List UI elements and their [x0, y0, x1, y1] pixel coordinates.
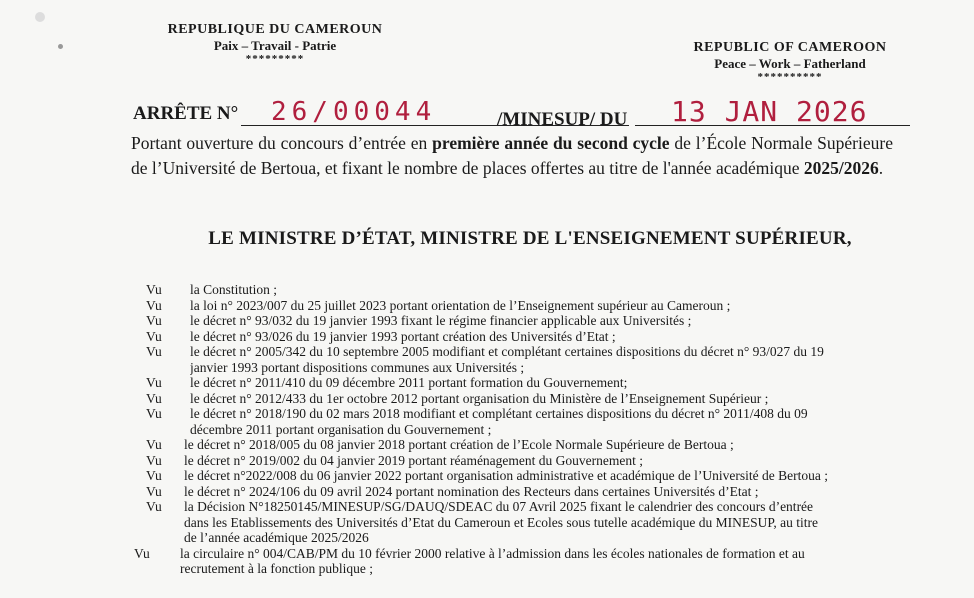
vu-item	[0, 344, 974, 360]
vu-item	[0, 298, 974, 314]
vu-text: de l’année académique 2025/2026	[184, 530, 369, 545]
vu-text: décembre 2011 portant organisation du Gouvernement ;	[190, 421, 492, 437]
vu-item	[0, 313, 974, 329]
vu-item	[0, 375, 974, 391]
minister-title: LE MINISTRE D’ÉTAT, MINISTRE DE L'ENSEIGNEMENT SUPÉRIEUR,	[208, 228, 852, 249]
vu-item	[0, 499, 974, 515]
vu-item	[0, 484, 974, 500]
vu-key: Vu	[146, 406, 162, 421]
subject-part-1: Portant ouverture du concours d’entrée en	[131, 133, 433, 153]
arrete-label: ARRÊTE N°	[133, 103, 239, 124]
subject-bold-2: 2025/2026	[803, 158, 879, 178]
scan-speck	[58, 44, 63, 49]
vu-key: Vu	[146, 282, 162, 297]
vu-key: Vu	[146, 375, 162, 390]
scan-mark	[35, 12, 45, 22]
vu-text: le décret n° 2024/106 du 09 avril 2024 portant nomination des Recteurs dans certaines Universités d’Etat ;	[184, 483, 759, 499]
vu-key: Vu	[146, 499, 162, 514]
header-left-motto: Paix – Travail - Patrie	[213, 38, 337, 53]
vu-item	[0, 453, 974, 469]
vu-item-continuation	[0, 561, 974, 577]
header-left-stars: *********	[245, 53, 305, 65]
vu-key: Vu	[146, 452, 162, 468]
header-left-cameroun	[160, 22, 390, 64]
subject-part-2: de l’École Normale Supérieure de l’Université de Bertoua, et fixant le nombre de places offertes au titre de l'année académique	[131, 133, 893, 178]
arrete-number-stamp: 26/00044	[271, 97, 437, 127]
vu-text: le décret n° 2011/410 du 09 décembre 2011 portant formation du Gouvernement;	[190, 375, 628, 390]
vu-key: Vu	[146, 297, 162, 313]
vu-item-continuation	[0, 530, 974, 546]
vu-key: Vu	[134, 545, 150, 561]
arrete-date-stamp: 13 JAN 2026	[671, 95, 868, 128]
vu-item-continuation	[0, 422, 974, 438]
vu-text: recrutement à la fonction publique ;	[180, 561, 374, 576]
arrete-subject	[131, 131, 893, 181]
vu-text: le décret n° 93/032 du 19 janvier 1993 fixant le régime financier applicable aux Universités ;	[190, 313, 692, 328]
vu-key: Vu	[146, 344, 162, 359]
vu-key: Vu	[146, 468, 162, 483]
vu-list	[0, 282, 974, 577]
vu-item-continuation	[0, 360, 974, 376]
header-right-country: REPUBLIC OF CAMEROON	[693, 40, 887, 55]
vu-key: Vu	[146, 483, 162, 499]
vu-key: Vu	[146, 313, 162, 328]
vu-text: la Décision N°18250145/MINESUP/SG/DAUQ/SDEAC du 07 Avril 2025 fixant le calendrier des concours d’entrée	[184, 499, 814, 514]
header-right-cameroon	[680, 40, 900, 82]
vu-item	[0, 329, 974, 345]
vu-item	[0, 546, 974, 562]
vu-text: la circulaire n° 004/CAB/PM du 10 février 2000 relative à l’admission dans les écoles nationales de formation et au	[180, 545, 805, 561]
vu-item	[0, 437, 974, 453]
vu-text: la loi n° 2023/007 du 25 juillet 2023 portant orientation de l’Enseignement supérieur au Cameroun ;	[190, 297, 731, 313]
subject-bold-1: première année du second cycle	[432, 133, 670, 153]
vu-text: le décret n° 2018/005 du 08 janvier 2018 portant création de l’Ecole Normale Supérieure de Bertoua ;	[184, 437, 734, 452]
vu-item	[0, 282, 974, 298]
vu-text: janvier 1993 portant dispositions communes aux Universités ;	[190, 359, 525, 375]
vu-text: le décret n° 2005/342 du 10 septembre 2005 modifiant et complétant certaines dispositions du décret n° 93/027 du 19	[190, 344, 824, 359]
header-right-motto: Peace – Work – Fatherland	[714, 56, 866, 71]
arrete-reference-row	[133, 95, 913, 135]
header-right-stars: **********	[757, 71, 823, 83]
header-left-country: REPUBLIQUE DU CAMEROUN	[167, 22, 383, 37]
vu-text: le décret n°2022/008 du 06 janvier 2022 portant organisation administrative et académique de l’Université de Bertoua ;	[184, 468, 828, 483]
vu-item-continuation	[0, 515, 974, 531]
subject-part-3: .	[878, 158, 884, 178]
vu-key: Vu	[146, 390, 162, 406]
vu-text: le décret n° 2019/002 du 04 janvier 2019 portant réaménagement du Gouvernement ;	[184, 452, 644, 468]
vu-key: Vu	[146, 437, 162, 452]
vu-text: le décret n° 2018/190 du 02 mars 2018 modifiant et complétant certaines dispositions du décret n° 2011/408 du 09	[190, 406, 808, 421]
vu-text: le décret n° 2012/433 du 1er octobre 2012 portant organisation du Ministère de l’Enseignement Supérieur ;	[190, 390, 769, 406]
vu-key: Vu	[146, 328, 162, 344]
vu-item	[0, 406, 974, 422]
arrete-ministry: /MINESUP/ DU	[497, 109, 628, 130]
vu-item	[0, 391, 974, 407]
vu-text: le décret n° 93/026 du 19 janvier 1993 portant création des Universités d’Etat ;	[190, 328, 616, 344]
vu-text: dans les Etablissements des Universités d’Etat du Cameroun et Ecoles sous tutelle académique du MINESUP, au titre	[184, 514, 818, 530]
vu-text: la Constitution ;	[190, 282, 278, 297]
vu-item	[0, 468, 974, 484]
